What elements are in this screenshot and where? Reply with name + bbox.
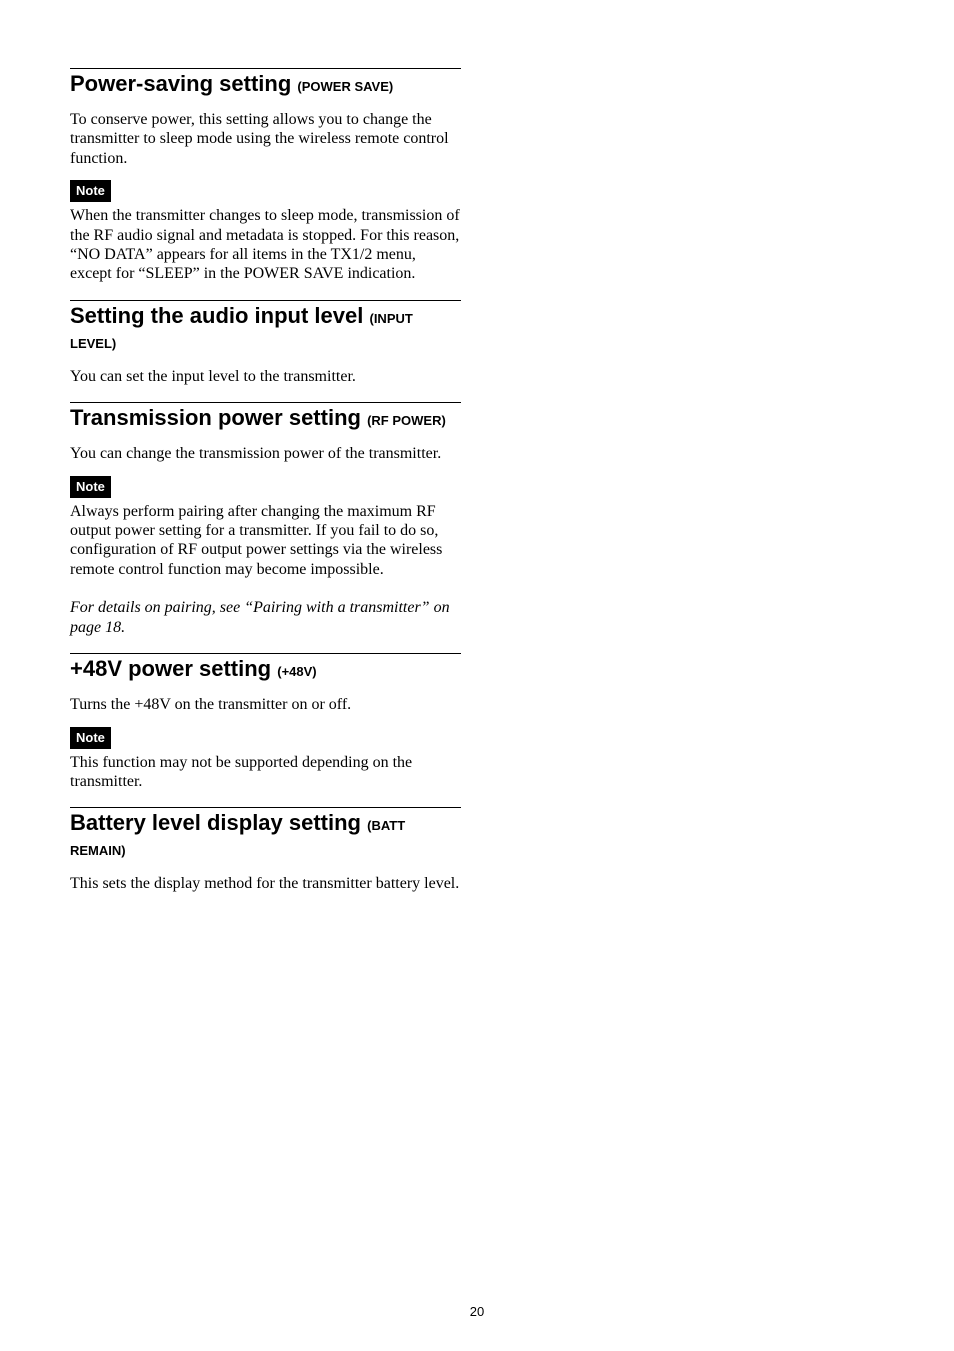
section-batt-remain [70,807,461,893]
note-text: Always perform pairing after changing the maximum RF output power setting for a transmitter. If you fail to do so, configuration of RF output power settings via the wireless remote control function may become impossible. [70,502,443,578]
section-heading [70,658,461,683]
section-rf-power [70,402,461,637]
heading-title: Setting the audio input level [70,302,364,328]
heading-subtitle: (INPUT LEVEL) [70,310,413,351]
section-heading [70,73,461,98]
section-body: You can change the transmission power of the transmitter. [70,445,442,463]
heading-title: Power-saving setting [70,71,292,96]
section-heading [70,302,461,355]
section-heading [70,407,461,432]
page-number: 20 [469,1304,485,1319]
heading-title: Transmission power setting [70,405,361,431]
heading-subtitle: (RF POWER) [367,413,446,429]
heading-subtitle: (POWER SAVE) [297,79,394,94]
section-power-save [70,68,461,284]
note-label: Note [70,476,111,498]
section-body: Turns the +48V on the transmitter on or off. [70,696,352,714]
note-text: When the transmitter changes to sleep mode, transmission of the RF audio signal and metadata is stopped. For this reason, “NO DATA” appears for all items in the TX1/2 menu, except for “SLEEP” in the POWER SAVE indication. [70,207,460,283]
section-heading [70,812,461,862]
heading-title: Battery level display setting [70,810,361,836]
heading-title: +48V power setting [70,656,272,682]
section-input-level [70,300,461,386]
section-body: This sets the display method for the transmitter battery level. [70,875,460,893]
heading-subtitle: (BATT REMAIN) [70,818,406,859]
section-48v [70,653,461,791]
page-reference: For details on pairing, see “Pairing with a transmitter” on page 18. [70,599,450,636]
section-body: You can set the input level to the transmitter. [70,367,356,385]
heading-subtitle: (+48V) [277,664,317,680]
note-label: Note [70,727,111,749]
section-body: To conserve power, this setting allows you to change the transmitter to sleep mode using the wireless remote control function. [70,111,449,167]
content-column [70,68,461,894]
note-text: This function may not be supported depending on the transmitter. [70,753,413,790]
note-label: Note [70,180,111,202]
